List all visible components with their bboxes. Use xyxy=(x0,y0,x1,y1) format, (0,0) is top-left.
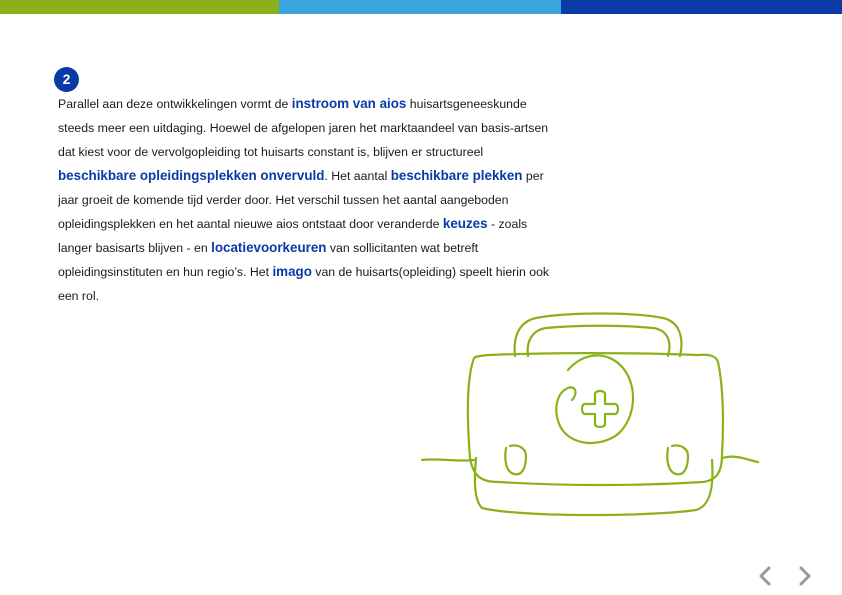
medical-bag-icon xyxy=(418,310,763,525)
body-paragraph xyxy=(58,92,558,308)
paragraph-text: van de huisarts(opleiding) speelt hierin ook een rol. xyxy=(58,265,550,303)
top-color-bar xyxy=(0,0,842,14)
paragraph-text: per jaar groeit de komende tijd verder door. Het verschil tussen het aantal aangeboden opleidingsplekken en het aantal nieuwe aios ontstaat door veranderde xyxy=(58,169,544,231)
top-bar-green xyxy=(0,0,279,14)
highlighted-term: beschikbare opleidingsplekken onvervuld xyxy=(58,168,325,183)
paragraph-text: Parallel aan deze ontwikkelingen vormt de xyxy=(58,97,292,111)
paragraph-text: huisartsgeneeskunde steeds meer een uitdaging. Hoewel de afgelopen jaren het marktaandeel van basis-artsen dat kiest voor de vervolgopleiding tot huisarts constant is, blijven er structureel xyxy=(58,97,549,159)
highlighted-term: locatievoorkeuren xyxy=(211,240,327,255)
next-page-button[interactable] xyxy=(792,563,818,589)
highlighted-term: beschikbare plekken xyxy=(390,168,523,183)
highlighted-term: imago xyxy=(272,264,312,279)
chevron-left-icon xyxy=(752,563,778,589)
highlighted-term: keuzes xyxy=(442,216,488,231)
paragraph-text: . Het aantal xyxy=(324,169,391,183)
chevron-right-icon xyxy=(792,563,818,589)
top-bar-dark-blue xyxy=(561,0,842,14)
section-number-badge: 2 xyxy=(54,67,79,92)
highlighted-term: instroom van aios xyxy=(291,96,407,111)
top-bar-light-blue xyxy=(279,0,561,14)
paragraph-text: - zoals langer basisarts blijven - en xyxy=(58,217,528,255)
previous-page-button[interactable] xyxy=(752,563,778,589)
paragraph-text: van sollicitanten wat betreft opleidingsinstituten en hun regio’s. Het xyxy=(58,241,479,279)
